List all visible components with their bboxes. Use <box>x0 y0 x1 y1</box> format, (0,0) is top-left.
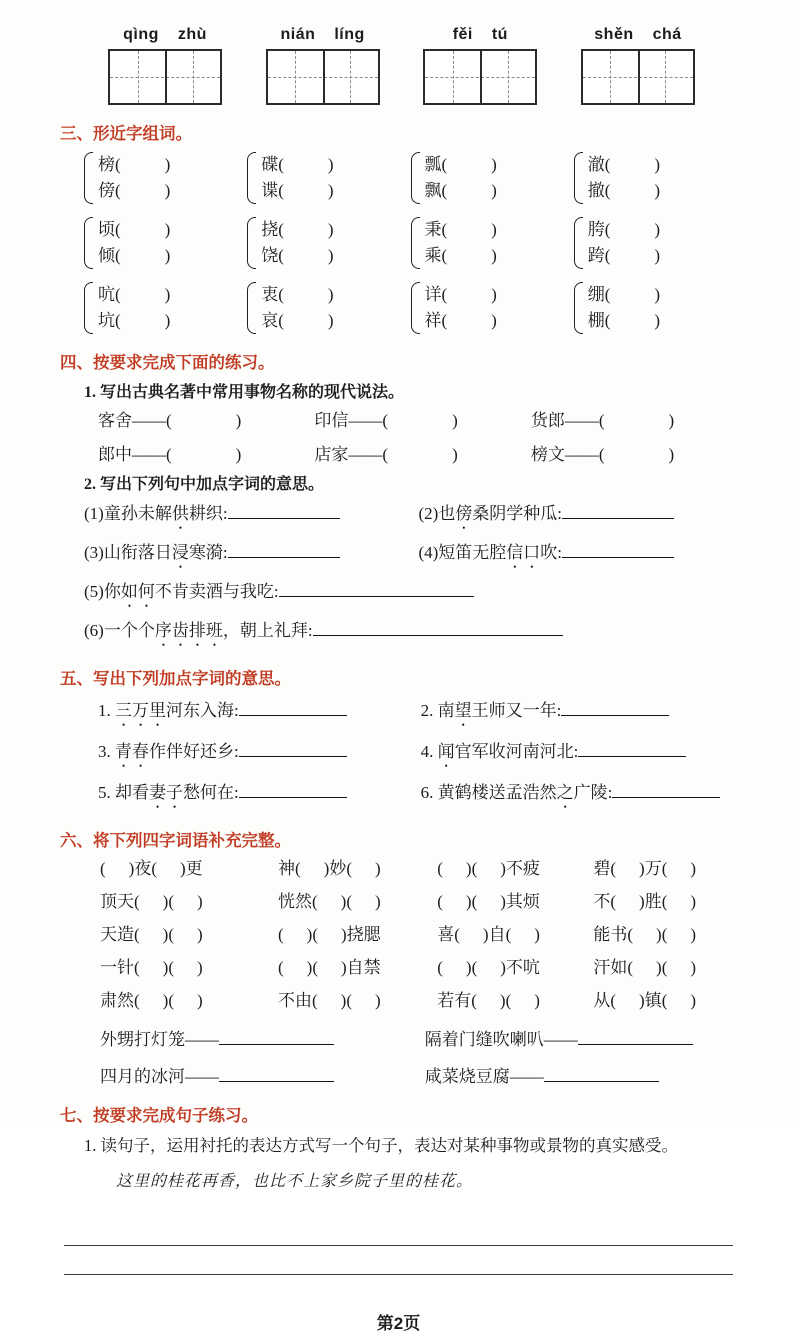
fill-in-blank[interactable] <box>172 409 236 426</box>
sentence-text: 河东入海: <box>166 701 239 720</box>
fill-in-blank[interactable] <box>511 989 534 1006</box>
pair-line: 棚( ) <box>587 311 661 330</box>
sentence-text: (6)一个个 <box>84 621 155 640</box>
pair-line: 祥( ) <box>424 311 497 330</box>
sentence-text: 耕织: <box>188 504 228 523</box>
sentence-text: 作伴好还乡: <box>149 742 239 761</box>
saying-text: 四月的冰河—— <box>100 1067 219 1086</box>
idiom-item: 天造( )( ) <box>100 925 203 944</box>
fill-in-blank[interactable] <box>447 283 491 300</box>
term-item: 店家——( ) <box>314 445 458 464</box>
term-item: 榜文——( ) <box>530 445 675 464</box>
fill-in-blank[interactable] <box>140 890 163 907</box>
section-4-heading: 四、按要求完成下面的练习。 <box>60 354 275 372</box>
sentence-text: (3)山衔落日 <box>84 543 172 562</box>
fill-in-blank[interactable] <box>443 956 466 973</box>
fill-in-blank[interactable] <box>477 890 500 907</box>
fill-in-blank[interactable] <box>388 443 452 460</box>
pinyin-word-group <box>108 26 222 105</box>
sentence-item <box>98 695 421 730</box>
character-pair <box>574 217 737 269</box>
fill-in-blank[interactable] <box>667 989 690 1006</box>
example-sentence: 这里的桂花再香，也比不上家乡院子里的桂花。 <box>116 1173 474 1190</box>
fill-in-blank[interactable] <box>511 923 534 940</box>
answer-blank[interactable] <box>562 542 674 558</box>
sentence-text: (4)短笛无腔 <box>418 543 507 562</box>
idiom-item: 汗如( )( ) <box>593 958 697 977</box>
sentence-text: (1)童孙未解 <box>84 504 172 523</box>
emphasized-word: 望 <box>454 701 472 720</box>
modern-terms-grid <box>60 406 737 465</box>
pinyin-word-group <box>423 26 537 105</box>
idiom-completion-grid <box>60 857 737 1013</box>
pair-line: 顷( ) <box>98 220 171 239</box>
sentence-text: 愁何在: <box>183 783 239 802</box>
brace-icon <box>411 282 420 334</box>
character-pair <box>247 217 410 269</box>
brace-icon <box>574 217 583 269</box>
sentence-item <box>84 615 737 650</box>
sentence-item <box>421 777 737 812</box>
pair-line: 谍( ) <box>261 181 334 200</box>
answer-blank[interactable] <box>239 700 347 716</box>
sentence-item <box>84 576 737 611</box>
idiom-item: 若有( )( ) <box>437 991 540 1010</box>
sentence-item <box>84 537 418 572</box>
fill-in-blank[interactable] <box>477 857 500 874</box>
question-4-1-label: 1. 写出古典名著中常用事物名称的现代说法。 <box>84 384 405 401</box>
fill-in-blank[interactable] <box>610 218 654 235</box>
emphasized-word: 妻子 <box>149 783 183 802</box>
fill-in-blank[interactable] <box>616 989 639 1006</box>
grid-divider-line <box>165 51 167 103</box>
sentence-text: 2. 南 <box>420 701 455 720</box>
term-item: 货郎——( ) <box>530 411 675 430</box>
fill-in-blank[interactable] <box>667 923 690 940</box>
answer-blank[interactable] <box>228 503 340 519</box>
section-7-heading: 七、按要求完成句子练习。 <box>60 1107 258 1125</box>
answer-blank[interactable] <box>239 741 347 757</box>
fill-in-blank[interactable] <box>477 989 500 1006</box>
fill-in-blank[interactable] <box>352 989 375 1006</box>
grid-divider-line <box>638 51 640 103</box>
fill-in-blank[interactable] <box>447 218 491 235</box>
pinyin-label: qìng zhù <box>123 26 207 43</box>
fill-in-blank[interactable] <box>667 857 690 874</box>
idiom-item: 恍然( )( ) <box>277 892 381 911</box>
fill-in-blank[interactable] <box>284 218 328 235</box>
fill-in-blank[interactable] <box>284 283 328 300</box>
brace-icon <box>247 217 256 269</box>
pair-line: 跨( ) <box>587 246 661 265</box>
brace-icon <box>574 152 583 204</box>
pair-line: 衷( ) <box>261 285 334 304</box>
fill-in-blank[interactable] <box>667 890 690 907</box>
section-3-heading: 三、形近字组词。 <box>60 125 192 143</box>
sentence-item <box>98 736 421 771</box>
sentence-text: (5)你 <box>84 582 121 601</box>
fill-in-blank[interactable] <box>616 857 639 874</box>
fill-in-blank[interactable] <box>447 309 491 326</box>
writing-grid-box[interactable] <box>581 49 695 105</box>
term-item: 印信——( ) <box>314 411 458 430</box>
character-pair <box>574 152 737 204</box>
idiom-item: 肃然( )( ) <box>100 991 203 1010</box>
answer-blank[interactable] <box>219 1029 334 1045</box>
idiom-item: 不由( )( ) <box>277 991 381 1010</box>
brace-icon <box>84 282 93 334</box>
annotated-sentences-grid <box>60 498 737 650</box>
pair-line: 碟( ) <box>261 155 334 174</box>
grid-divider-line <box>323 51 325 103</box>
fill-in-blank[interactable] <box>477 956 500 973</box>
idiom-item: ( )( )不疲 <box>437 859 540 878</box>
pair-line: 澈( ) <box>587 155 661 174</box>
fill-in-blank[interactable] <box>284 923 307 940</box>
pair-line: 哀( ) <box>261 311 334 330</box>
fill-in-blank[interactable] <box>318 989 341 1006</box>
answer-blank[interactable] <box>562 503 674 519</box>
idiom-item: 碧( )万( ) <box>593 859 697 878</box>
character-pair <box>84 152 247 204</box>
fill-in-blank[interactable] <box>610 244 654 261</box>
fill-in-blank[interactable] <box>318 890 341 907</box>
pinyin-word-group <box>266 26 380 105</box>
answer-blank[interactable] <box>561 700 669 716</box>
term-item: 客舍——( ) <box>98 411 242 430</box>
idiom-item: 一针( )( ) <box>100 958 203 977</box>
pair-line: 榜( ) <box>98 155 171 174</box>
fill-in-blank[interactable] <box>140 956 163 973</box>
sentence-text: 3. <box>98 742 115 761</box>
character-pair <box>411 152 574 204</box>
fill-in-blank[interactable] <box>318 956 341 973</box>
section-5-heading: 五、写出下列加点字词的意思。 <box>60 670 291 688</box>
emphasized-word: 信口 <box>506 543 541 562</box>
fill-in-blank[interactable] <box>443 857 466 874</box>
sentence-text: 官军收河南河北: <box>454 742 579 761</box>
saying-item <box>100 1062 425 1087</box>
sentence-text: 5. 却看 <box>98 783 149 802</box>
answer-blank[interactable] <box>239 782 347 798</box>
writing-grid-box[interactable] <box>266 49 380 105</box>
fill-in-blank[interactable] <box>605 443 669 460</box>
emphasized-word: 浸 <box>171 543 189 562</box>
sentence-text: 桑阴学种瓜: <box>472 504 563 523</box>
sentence-text: 不肯卖酒与我吃: <box>154 582 279 601</box>
fill-in-blank[interactable] <box>610 153 654 170</box>
idiom-item: 神( )妙( ) <box>277 859 381 878</box>
poem-words-grid <box>60 695 737 812</box>
section-6-heading: 六、将下列四字词语补充完整。 <box>60 832 291 850</box>
sentence-item <box>98 777 421 812</box>
writing-grid-box[interactable] <box>423 49 537 105</box>
fill-in-blank[interactable] <box>301 857 324 874</box>
emphasized-word: 傍 <box>455 504 473 523</box>
brace-icon <box>84 217 93 269</box>
fill-in-blank[interactable] <box>616 890 639 907</box>
fill-in-blank[interactable] <box>284 153 328 170</box>
sentence-text: 王师又一年: <box>471 701 562 720</box>
idiom-item: 顶天( )( ) <box>100 892 203 911</box>
two-part-saying-grid <box>60 1025 737 1087</box>
character-pair <box>247 282 410 334</box>
idiom-item: 喜( )自( ) <box>437 925 540 944</box>
term-item: 郎中——( ) <box>98 445 242 464</box>
question-4-2-label: 2. 写出下列句中加点字词的意思。 <box>84 476 325 493</box>
character-pair <box>247 152 410 204</box>
page-number: 第2页 <box>376 1314 421 1333</box>
saying-item <box>425 1062 737 1087</box>
pair-line: 秉( ) <box>424 220 497 239</box>
sentence-item <box>418 537 737 572</box>
pair-line: 撤( ) <box>587 181 661 200</box>
near-form-character-grid <box>60 152 737 334</box>
sentence-item <box>418 498 737 533</box>
sentence-text: (2)也 <box>418 504 456 523</box>
emphasized-word: 闻 <box>437 742 455 761</box>
pinyin-label: nián líng <box>280 26 365 43</box>
saying-text: 咸菜烧豆腐—— <box>424 1067 544 1086</box>
fill-in-blank[interactable] <box>447 179 491 196</box>
answer-blank[interactable] <box>544 1066 659 1082</box>
saying-item <box>425 1025 737 1050</box>
answer-blank[interactable] <box>313 620 563 636</box>
brace-icon <box>247 282 256 334</box>
pinyin-word-group <box>581 26 695 105</box>
fill-in-blank[interactable] <box>174 890 197 907</box>
fill-in-blank[interactable] <box>157 857 180 874</box>
idiom-item: ( )( )自禁 <box>277 958 381 977</box>
answer-blank[interactable] <box>612 782 720 798</box>
sentence-text: ，朝上礼拜: <box>222 621 313 640</box>
sentence-item <box>421 695 737 730</box>
sentence-text: 6. 黄鹤楼送孟浩然 <box>420 783 557 802</box>
fill-in-blank[interactable] <box>174 923 197 940</box>
pair-line: 挠( ) <box>261 220 334 239</box>
fill-in-blank[interactable] <box>121 218 165 235</box>
character-pair <box>574 282 737 334</box>
pair-line: 胯( ) <box>587 220 661 239</box>
emphasized-word: 如何 <box>120 582 155 601</box>
pair-line: 傍( ) <box>98 181 171 200</box>
pair-line: 飘( ) <box>424 181 497 200</box>
pair-line: 倾( ) <box>98 246 171 265</box>
character-pair <box>411 217 574 269</box>
answer-blank[interactable] <box>578 741 686 757</box>
fill-in-blank[interactable] <box>610 179 654 196</box>
idiom-item: ( )夜( )更 <box>100 859 203 878</box>
fill-in-blank[interactable] <box>140 989 163 1006</box>
idiom-item: 能书( )( ) <box>593 925 697 944</box>
sentence-text: 1. <box>98 701 115 720</box>
sentence-text: 寒漪: <box>188 543 228 562</box>
sentence-item <box>421 736 737 771</box>
grid-divider-line <box>480 51 482 103</box>
fill-in-blank[interactable] <box>605 409 669 426</box>
sentence-text: 吹: <box>540 543 563 562</box>
fill-in-blank[interactable] <box>121 153 165 170</box>
emphasized-word: 青春 <box>115 742 149 761</box>
character-pair <box>84 282 247 334</box>
answer-blank[interactable] <box>228 542 340 558</box>
writing-grid-box[interactable] <box>108 49 222 105</box>
idiom-item: ( )( )其烦 <box>437 892 540 911</box>
brace-icon <box>84 152 93 204</box>
question-7-1-label: 1. 读句子，运用衬托的表达方式写一个句子，表达对某种事物或景物的真实感受。 <box>84 1136 678 1155</box>
pinyin-writing-row <box>60 26 737 105</box>
sentence-text: 广陵: <box>573 783 613 802</box>
fill-in-blank[interactable] <box>633 956 656 973</box>
saying-text: 外甥打灯笼—— <box>100 1030 219 1049</box>
brace-icon <box>411 217 420 269</box>
fill-in-blank[interactable] <box>174 956 197 973</box>
brace-icon <box>247 152 256 204</box>
pair-line: 乘( ) <box>424 246 497 265</box>
pair-line: 瓢( ) <box>424 155 497 174</box>
emphasized-word: 三万里 <box>115 701 166 720</box>
fill-in-blank[interactable] <box>388 409 452 426</box>
character-pair <box>411 282 574 334</box>
pair-line: 详( ) <box>424 285 497 304</box>
pair-line: 绷( ) <box>587 285 661 304</box>
answer-blank[interactable] <box>578 1029 693 1045</box>
fill-in-blank[interactable] <box>352 857 375 874</box>
idiom-item: 不( )胜( ) <box>593 892 697 911</box>
fill-in-blank[interactable] <box>443 890 466 907</box>
fill-in-blank[interactable] <box>140 923 163 940</box>
answer-blank[interactable] <box>219 1066 334 1082</box>
pair-line: 坑( ) <box>98 311 171 330</box>
fill-in-blank[interactable] <box>667 956 690 973</box>
answer-line[interactable] <box>64 1246 733 1275</box>
fill-in-blank[interactable] <box>284 179 328 196</box>
brace-icon <box>574 282 583 334</box>
fill-in-blank[interactable] <box>352 890 375 907</box>
fill-in-blank[interactable] <box>121 309 165 326</box>
sentence-text: 4. <box>420 742 438 761</box>
character-pair <box>84 217 247 269</box>
fill-in-blank[interactable] <box>172 443 236 460</box>
fill-in-blank[interactable] <box>447 244 491 261</box>
fill-in-blank[interactable] <box>447 153 491 170</box>
fill-in-blank[interactable] <box>106 857 129 874</box>
emphasized-word: 供 <box>171 504 189 523</box>
sentence-item <box>84 498 418 533</box>
fill-in-blank[interactable] <box>610 309 654 326</box>
pair-line: 饶( ) <box>261 246 334 265</box>
fill-in-blank[interactable] <box>174 989 197 1006</box>
idiom-item: 从( )镇( ) <box>593 991 697 1010</box>
pair-line: 吭( ) <box>98 285 171 304</box>
pinyin-label: fěi tú <box>452 26 508 43</box>
fill-in-blank[interactable] <box>610 283 654 300</box>
pinyin-label: shěn chá <box>594 26 682 43</box>
fill-in-blank[interactable] <box>284 309 328 326</box>
saying-text: 隔着门缝吹喇叭—— <box>424 1030 578 1049</box>
emphasized-word: 序齿排班 <box>154 621 223 640</box>
fill-in-blank[interactable] <box>121 283 165 300</box>
fill-in-blank[interactable] <box>121 244 165 261</box>
answer-line[interactable] <box>64 1217 733 1246</box>
fill-in-blank[interactable] <box>633 923 656 940</box>
brace-icon <box>411 152 420 204</box>
idiom-item: ( )( )不吭 <box>437 958 540 977</box>
fill-in-blank[interactable] <box>121 179 165 196</box>
saying-item <box>100 1025 425 1050</box>
idiom-item: ( )( )挠腮 <box>277 925 381 944</box>
fill-in-blank[interactable] <box>318 923 341 940</box>
answer-blank[interactable] <box>279 581 474 597</box>
fill-in-blank[interactable] <box>284 956 307 973</box>
fill-in-blank[interactable] <box>284 244 328 261</box>
emphasized-word: 之 <box>556 783 574 802</box>
fill-in-blank[interactable] <box>460 923 483 940</box>
